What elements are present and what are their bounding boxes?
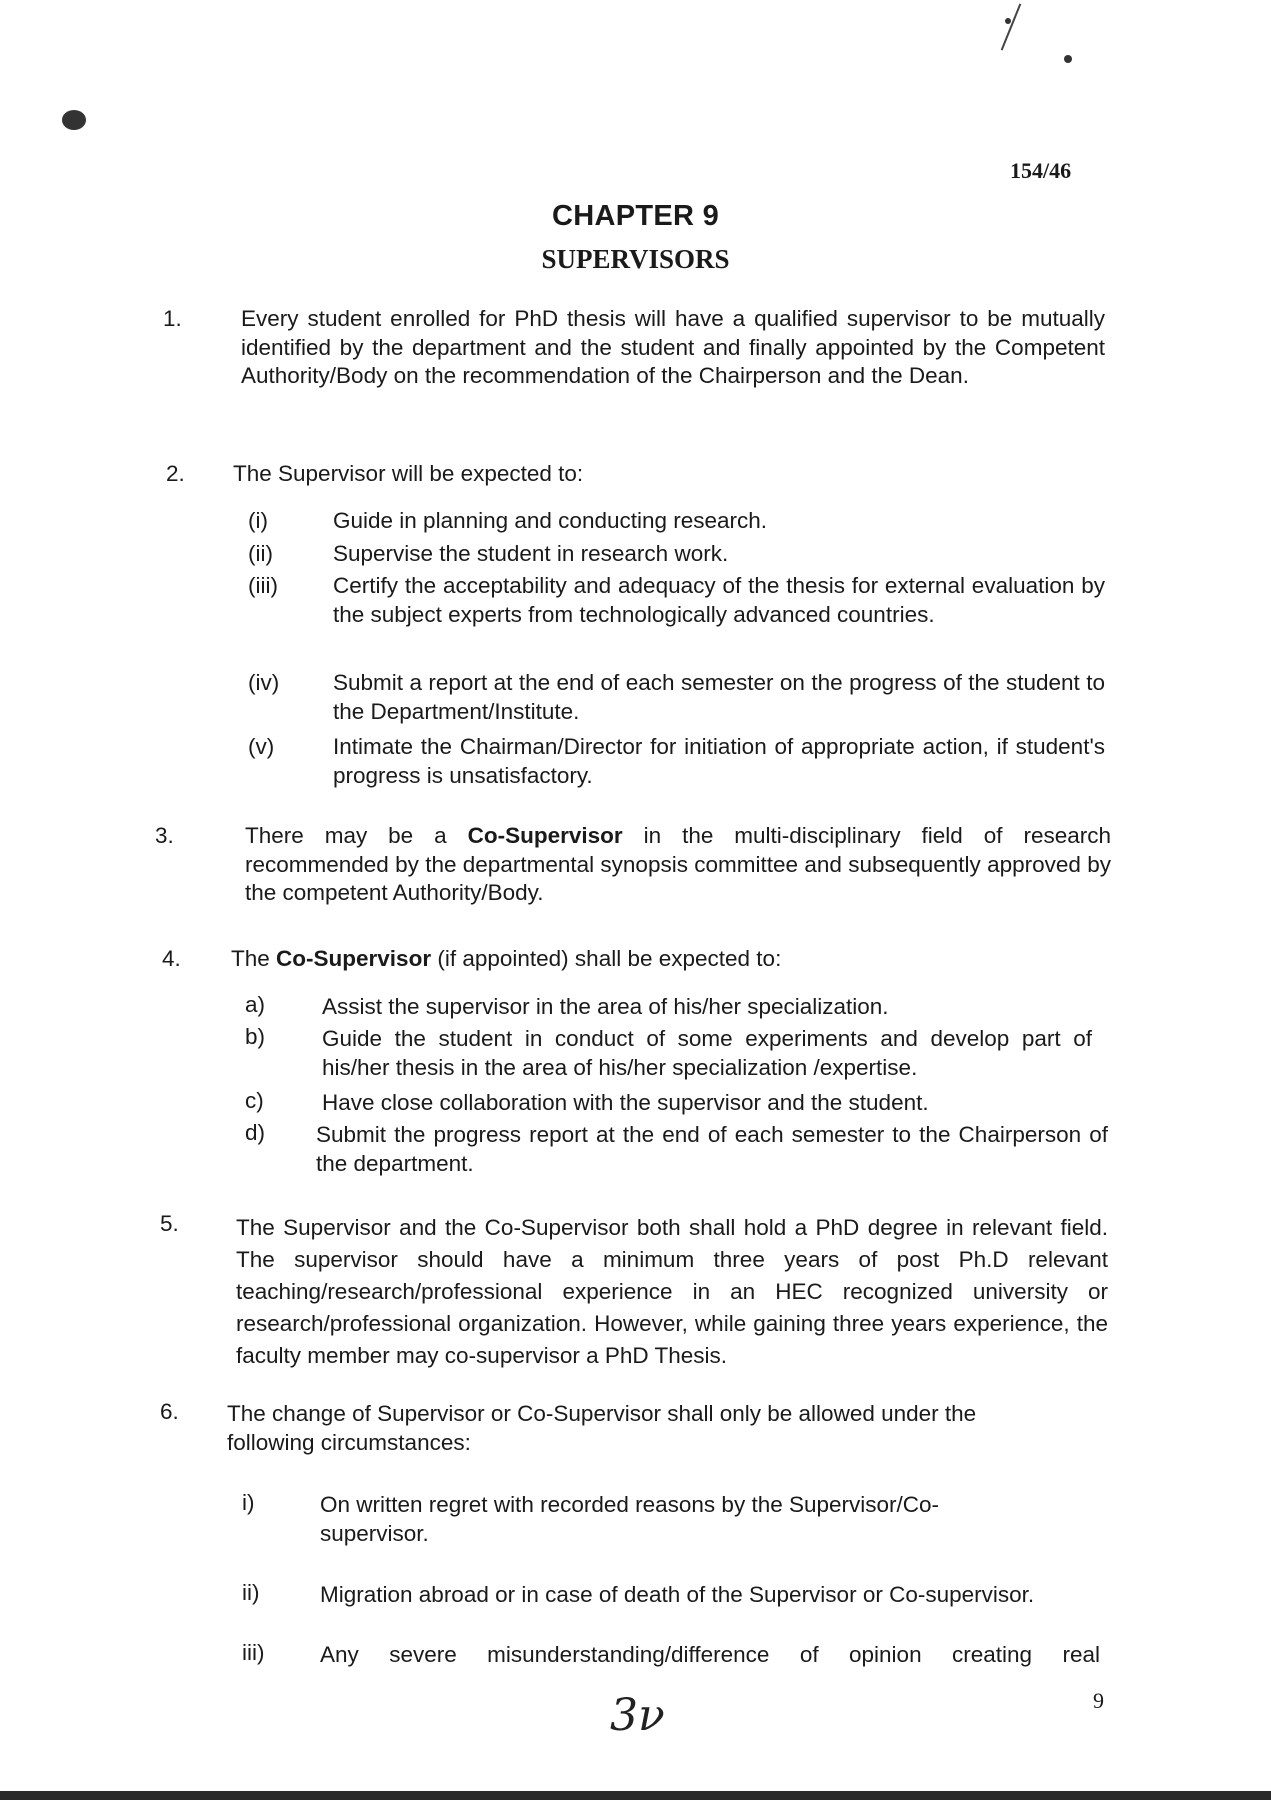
item-text-after: in the multi-disciplinary field of research recommended by the departmental synopsis committee and subsequently approved by the competent Authority/Body. — [245, 823, 1111, 905]
sub-item-text: Have close collaboration with the supervisor and the student. — [322, 1090, 929, 1115]
scan-edge — [0, 1791, 1271, 1800]
item-number: 2. — [166, 461, 185, 486]
sub-item-text: Migration abroad or in case of death of the Supervisor or Co-supervisor. — [320, 1582, 1035, 1607]
sub-item-text: Any severe misunderstanding/difference of opinion creating real — [320, 1642, 1100, 1667]
sub-item-mark: (ii) — [248, 541, 273, 566]
scan-speck — [62, 110, 86, 130]
item-text — [231, 945, 1091, 974]
item-number: 1. — [163, 306, 182, 331]
item-number: 5. — [160, 1211, 179, 1236]
sub-item-mark: i) — [242, 1490, 255, 1515]
handwritten-mark: 3ν — [610, 1690, 665, 1741]
reference-number: 154/46 — [1010, 158, 1072, 183]
item-number: 4. — [162, 946, 181, 971]
sub-item-mark: (v) — [248, 734, 275, 759]
item-number: 3. — [155, 823, 174, 848]
sub-item-mark: a) — [245, 992, 266, 1017]
item-text: The Supervisor and the Co-Supervisor both shall hold a PhD degree in relevant field. The supervisor should have a minimum three years of post Ph.D relevant teaching/research/professional experience in an HEC recognized university or research/professional organization. However, while gaining three years experience, the faculty member may co-supervisor a PhD Thesis. — [236, 1215, 1108, 1368]
item-number: 6. — [160, 1399, 179, 1424]
chapter-heading: CHAPTER 9 — [551, 200, 720, 232]
sub-item-mark: ii) — [242, 1580, 260, 1605]
section-title: SUPERVISORS — [541, 244, 730, 274]
item-text-before: There may be a — [245, 823, 447, 848]
item-text: The Supervisor will be expected to: — [233, 461, 584, 486]
sub-item-text: On written regret with recorded reasons by the Supervisor/Co-supervisor. — [320, 1492, 940, 1546]
item-text-before: The — [231, 946, 270, 971]
sub-item-text: Certify the acceptability and adequacy of the thesis for external evaluation by the subject experts from technologically advanced countries. — [333, 573, 1105, 627]
sub-item-mark: iii) — [242, 1640, 265, 1665]
sub-item-text: Guide in planning and conducting research. — [333, 508, 768, 533]
item-text: Every student enrolled for PhD thesis will have a qualified supervisor to be mutually identified by the department and the student and finally appointed by the Competent Authority/Body on the recommendation of the Chairperson and the Dean. — [241, 306, 1105, 388]
sub-item-text: Submit the progress report at the end of each semester to the Chairperson of the department. — [316, 1122, 1108, 1176]
sub-item-mark: (iii) — [248, 573, 278, 598]
sub-item-text: Intimate the Chairman/Director for initiation of appropriate action, if student's progress is unsatisfactory. — [333, 734, 1105, 788]
sub-item-text: Guide the student in conduct of some experiments and develop part of his/her thesis in the area of his/her specialization /expertise. — [322, 1026, 1092, 1080]
sub-item-text: Assist the supervisor in the area of his/her specialization. — [322, 994, 889, 1019]
scan-speck — [1064, 55, 1072, 63]
sub-item-mark: c) — [245, 1088, 264, 1113]
page-number: 9 — [1093, 1688, 1104, 1713]
sub-item-mark: d) — [245, 1120, 266, 1145]
sub-item-mark: (i) — [248, 508, 268, 533]
item-text-after: (if appointed) shall be expected to: — [437, 946, 782, 971]
sub-item-text: Submit a report at the end of each semester on the progress of the student to the Department/Institute. — [333, 670, 1105, 724]
pen-stroke — [1001, 3, 1022, 50]
sub-item-mark: (iv) — [248, 670, 280, 695]
co-supervisor-term: Co-Supervisor — [276, 946, 432, 971]
item-text: The change of Supervisor or Co-Supervisor shall only be allowed under the following circumstances: — [227, 1401, 977, 1455]
sub-item-text: Supervise the student in research work. — [333, 541, 729, 566]
item-text — [245, 822, 1111, 908]
co-supervisor-term: Co-Supervisor — [467, 823, 623, 848]
sub-item-mark: b) — [245, 1024, 266, 1049]
scan-speck — [1005, 18, 1011, 24]
